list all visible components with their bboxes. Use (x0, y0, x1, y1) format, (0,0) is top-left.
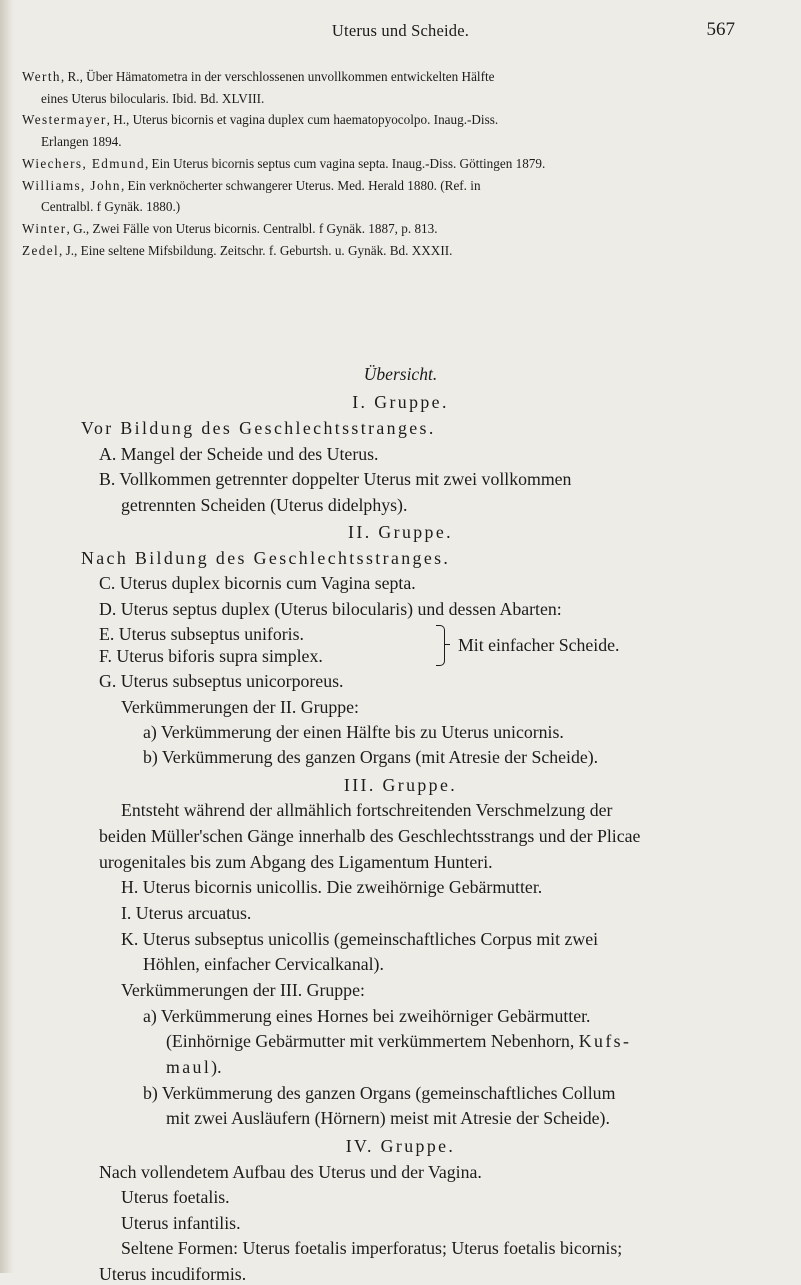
group-1-subheading: Vor Bildung des Geschlechtsstranges. (81, 418, 436, 438)
group-2-heading: II. Gruppe. (348, 522, 453, 542)
group-3-atrophy-heading: Verkümmerungen der III. Gruppe: (121, 980, 365, 1000)
reference-text: , Ein verknöcherter schwangerer Uterus. Med. Herald 1880. (Ref. in (120, 177, 481, 193)
group-3-intro-line: urogenitales bis zum Abgang des Ligamentum Hunteri. (99, 852, 493, 872)
brace-label: Mit einfacher Scheide. (458, 635, 620, 655)
reference-entry (0, 175, 761, 218)
group-4-rare-forms: Seltene Formen: Uterus foetalis imperforatus; Uterus foetalis bicornis; (121, 1238, 623, 1258)
reference-author: Wiechers, Edmund (22, 155, 145, 171)
kussmaul-name-part2: maul (166, 1057, 212, 1077)
reference-continuation: Erlangen 1894. (41, 134, 122, 150)
reference-text: , R., Über Hämatometra in der verschlossenen unvollkommen entwickelten Hälfte (60, 69, 495, 84)
kussmaul-closing: ). (211, 1057, 222, 1077)
group-2-atrophy-b: b) Verkümmerung des ganzen Organs (mit Atresie der Scheide). (143, 747, 599, 767)
reference-text: , G., Zwei Fälle von Uterus bicornis. Centralbl. f Gynäk. 1887, p. 813. (66, 220, 438, 236)
reference-continuation: eines Uterus bilocularis. Ibid. Bd. XLVIII. (41, 90, 265, 106)
group-2-item-g: G. Uterus subseptus unicorporeus. (99, 671, 344, 691)
right-brace (436, 625, 445, 666)
group-2-atrophy-a: a) Verkümmerung der einen Hälfte bis zu Uterus unicornis. (143, 722, 564, 742)
group-1-item-b-continuation: getrennten Scheiden (Uterus didelphys). (121, 495, 408, 515)
group-3-atrophy-a-text: (Einhörnige Gebärmutter mit verkümmertem Nebenhorn, (166, 1031, 579, 1051)
reference-entry (0, 109, 761, 152)
group-3-atrophy-b-continuation: mit zwei Ausläufern (Hörnern) meist mit Atresie der Scheide). (166, 1108, 610, 1128)
group-1-heading: I. Gruppe. (352, 392, 449, 412)
overview-title: Übersicht. (363, 364, 438, 384)
reference-author: Williams, John (22, 177, 121, 193)
reference-entry (0, 240, 761, 262)
kussmaul-name-part1: Kufs- (578, 1031, 632, 1051)
reference-entry (0, 218, 761, 240)
reference-entry (0, 153, 761, 175)
group-3-item-k: K. Uterus subseptus unicollis (gemeinschaftliches Corpus mit zwei (121, 929, 599, 949)
group-3-item-h: H. Uterus bicornis unicollis. Die zweihörnige Gebärmutter. (121, 877, 543, 897)
bibliography-list (0, 66, 801, 261)
group-2-subheading: Nach Bildung des Geschlechtsstranges. (81, 548, 451, 568)
group-1-item-b: B. Vollkommen getrennter doppelter Uterus mit zwei vollkommen (99, 469, 572, 489)
reference-text: , H., Uterus bicornis et vagina duplex cum haematopyocolpo. Inaug.-Diss. (106, 112, 499, 128)
group-3-atrophy-b: b) Verkümmerung des ganzen Organs (gemeinschaftliches Collum (143, 1083, 616, 1103)
group-3-intro-line: beiden Müller'schen Gänge innerhalb des Geschlechtsstrangs und der Plicae (99, 826, 641, 846)
group-3-heading: III. Gruppe. (343, 775, 458, 795)
reference-text: , J., Eine seltene Mifsbildung. Zeitschr. f. Geburtsh. u. Gynäk. Bd. XXXII. (59, 242, 453, 258)
group-3-atrophy-a: a) Verkümmerung eines Hornes bei zweihörniger Gebärmutter. (143, 1006, 591, 1026)
group-4-intro: Nach vollendetem Aufbau des Uterus und der Vagina. (99, 1162, 482, 1182)
reference-entry (0, 66, 761, 109)
reference-author: Werth (22, 69, 61, 84)
group-4-heading: IV. Gruppe. (345, 1136, 456, 1156)
group-4-item-foetalis: Uterus foetalis. (121, 1187, 230, 1207)
reference-text: , Ein Uterus bicornis septus cum vagina septa. Inaug.-Diss. Göttingen 1879. (144, 155, 546, 171)
group-3-item-i: I. Uterus arcuatus. (121, 903, 252, 923)
group-2-item-f: F. Uterus biforis supra simplex. (99, 646, 323, 666)
group-3-item-k-continuation: Höhlen, einfacher Cervicalkanal). (143, 954, 384, 974)
group-1-item-a: A. Mangel der Scheide und des Uterus. (99, 444, 379, 464)
page-number: 567 (706, 19, 735, 40)
running-header-title: Uterus und Scheide. (331, 21, 470, 40)
group-4-item-infantilis: Uterus infantilis. (121, 1213, 241, 1233)
group-3-atrophy-a-continuation-2 (166, 1057, 222, 1078)
group-3-atrophy-a-continuation (166, 1031, 631, 1052)
group-2-item-d: D. Uterus septus duplex (Uterus bilocularis) und dessen Abarten: (99, 599, 562, 619)
group-4-rare-forms-continuation: Uterus incudiformis. (99, 1264, 247, 1284)
reference-author: Westermayer (22, 112, 107, 128)
group-2-item-c: C. Uterus duplex bicornis cum Vagina septa. (99, 573, 416, 593)
right-brace-tip (444, 644, 450, 645)
reference-continuation: Centralbl. f Gynäk. 1880.) (41, 199, 181, 215)
group-3-intro-line: Entsteht während der allmählich fortschreitenden Verschmelzung der (121, 800, 613, 820)
reference-author: Zedel (22, 242, 60, 258)
group-2-atrophy-heading: Verkümmerungen der II. Gruppe: (121, 697, 359, 717)
reference-author: Winter (22, 220, 67, 236)
group-2-item-e: E. Uterus subseptus uniforis. (99, 624, 304, 644)
